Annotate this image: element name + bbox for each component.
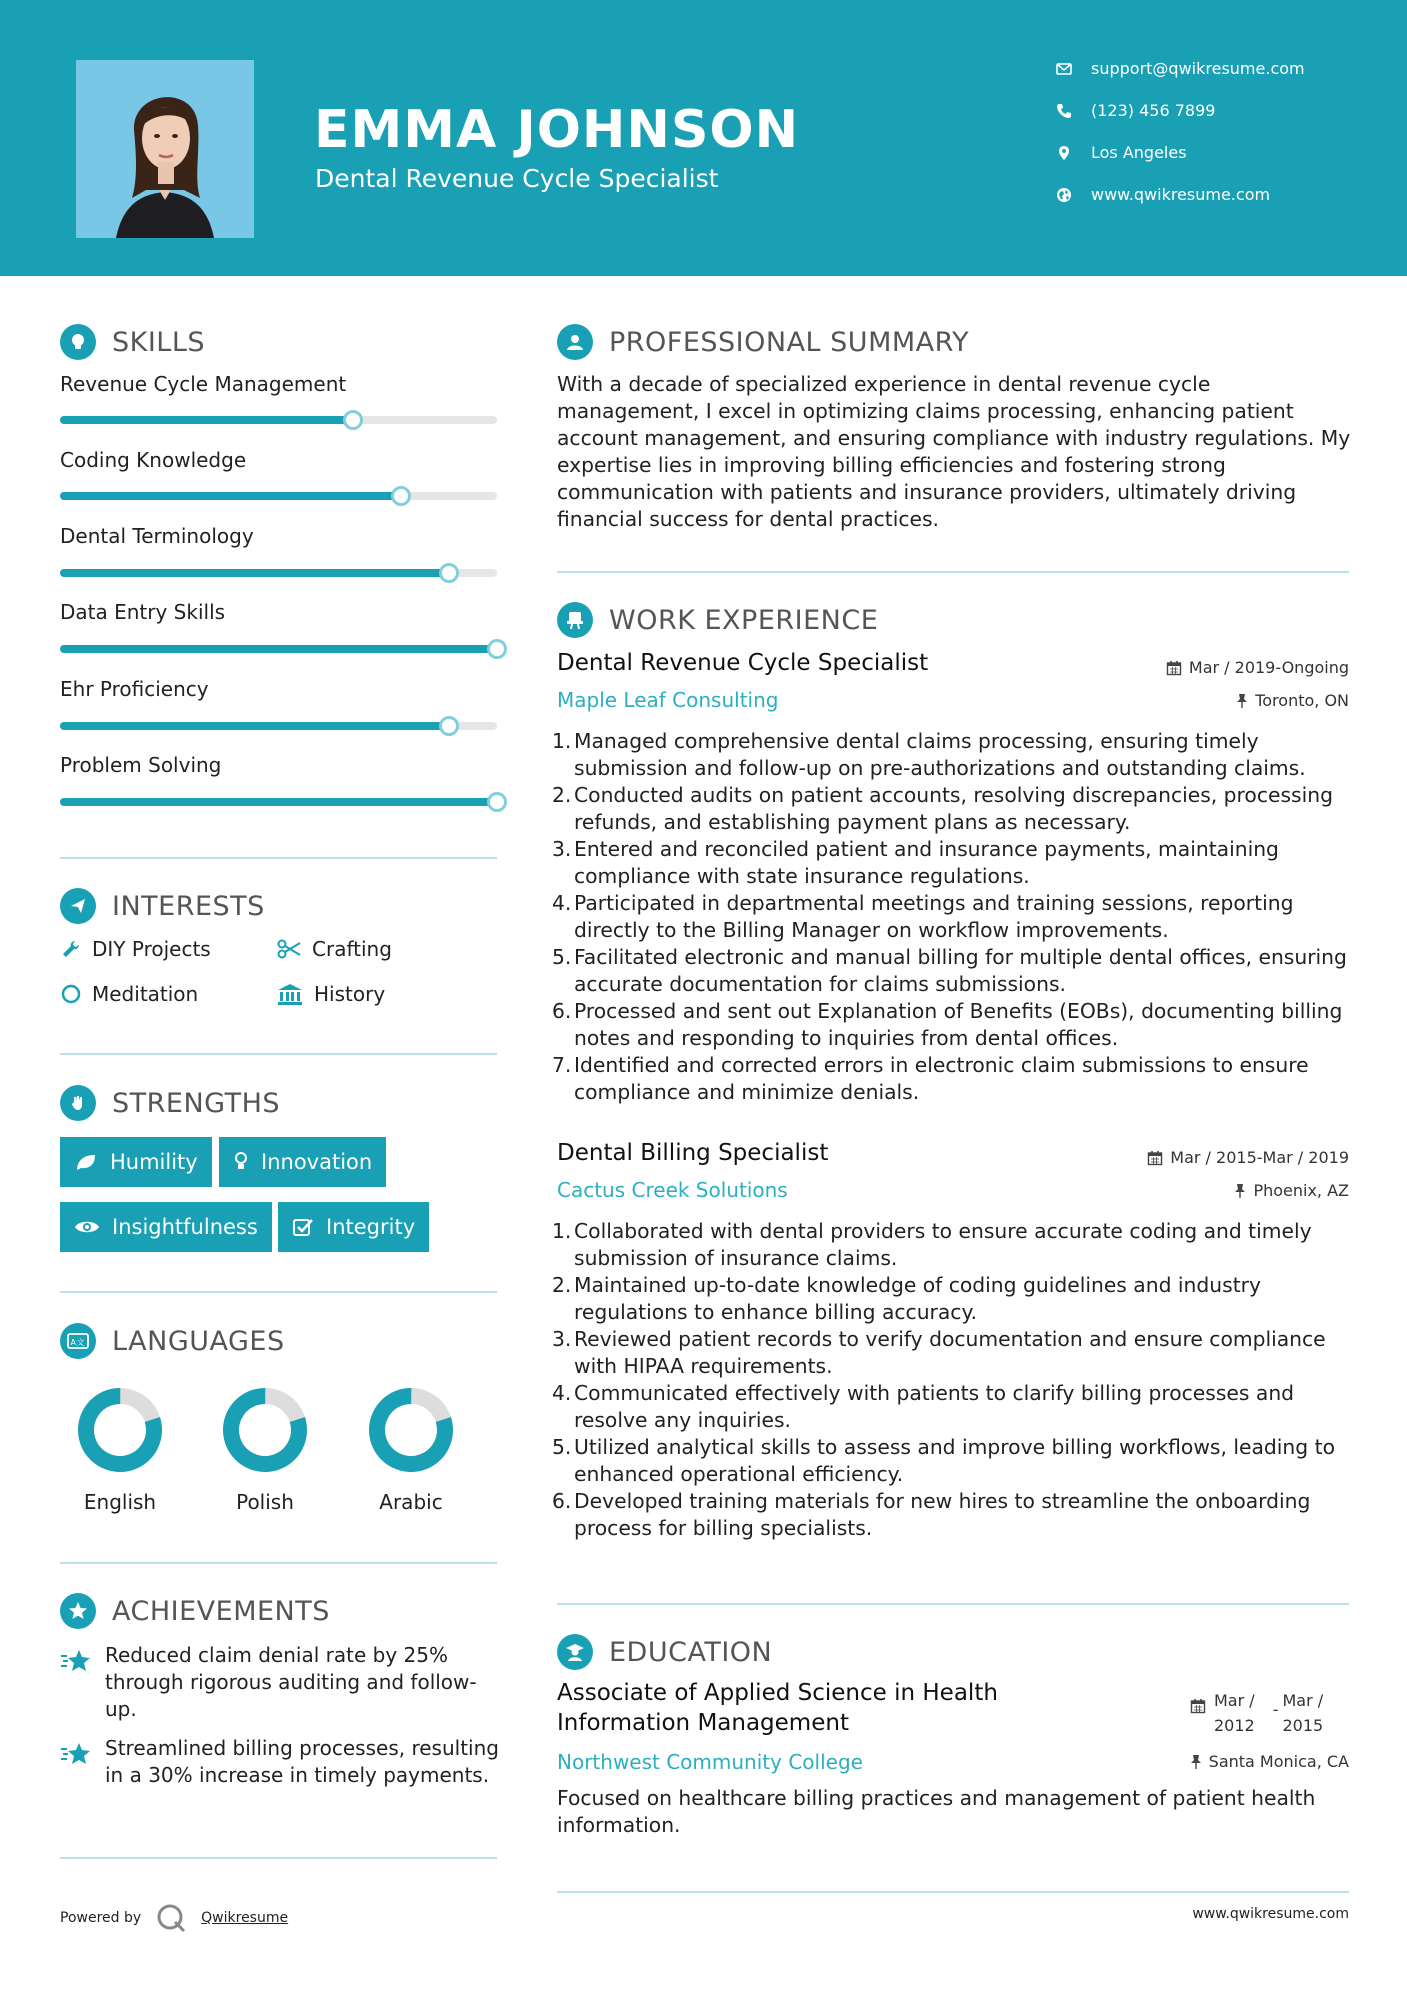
- eye-icon: [74, 1218, 100, 1236]
- contact-phone[interactable]: [1055, 101, 1215, 120]
- contact-location: [1055, 143, 1187, 162]
- interest-item: History: [276, 982, 385, 1006]
- education-heading: EDUCATION: [557, 1634, 772, 1670]
- job-dates: Mar / 2015-Mar / 2019: [1147, 1148, 1349, 1167]
- briefcase-icon: [557, 602, 593, 638]
- section-divider: [60, 1857, 497, 1859]
- job-location: Phoenix, AZ: [1234, 1181, 1349, 1200]
- contact-website-text: www.qwikresume.com: [1091, 185, 1271, 204]
- job-bullet: Collaborated with dental providers to ensure accurate coding and timely submission of insurance claims.: [574, 1219, 1312, 1270]
- profile-photo: [76, 60, 254, 238]
- skill-label: Problem Solving: [60, 753, 222, 777]
- footer-site-link[interactable]: www.qwikresume.com: [1192, 1906, 1349, 1922]
- languages-heading: A文 LANGUAGES: [60, 1323, 285, 1359]
- education-end-date: Mar / 2015: [1282, 1691, 1324, 1735]
- summary-heading: PROFESSIONAL SUMMARY: [557, 324, 969, 360]
- skill-bar-fill: [60, 798, 497, 806]
- contact-phone-text: (123) 456 7899: [1091, 101, 1216, 120]
- strengths-heading: STRENGTHS: [60, 1085, 280, 1121]
- interests-heading: INTERESTS: [60, 888, 265, 924]
- location-pin-icon: [1055, 144, 1073, 162]
- candidate-title: Dental Revenue Cycle Specialist: [315, 164, 719, 193]
- star-icon: [60, 1648, 92, 1674]
- language-item: [205, 1382, 325, 1514]
- globe-icon: [1055, 186, 1073, 204]
- education-date-separator: -: [1272, 1700, 1279, 1719]
- job-bullet: Utilized analytical skills to assess and improve billing workflows, leading to enhanced operational efficiency.: [574, 1435, 1335, 1486]
- skill-bar-knob: [439, 563, 459, 583]
- strength-chip: Insightfulness: [60, 1202, 272, 1252]
- strength-chip: Humility: [60, 1137, 212, 1187]
- contact-website[interactable]: [1055, 185, 1270, 204]
- achievement-item: [60, 1642, 500, 1723]
- degree-line-2: Information Management: [557, 1710, 849, 1736]
- leaf-icon: [74, 1152, 98, 1172]
- language-donut: [205, 1382, 325, 1478]
- experience-heading: WORK EXPERIENCE: [557, 602, 878, 638]
- user-icon: [557, 324, 593, 360]
- language-donut: [60, 1382, 180, 1478]
- interest-item: Crafting: [276, 937, 392, 961]
- job-bullet: Facilitated electronic and manual billing for multiple dental offices, ensuring accurate documentation for claims submissions.: [574, 945, 1347, 996]
- calendar-icon: [1166, 660, 1182, 676]
- language-name: Arabic: [379, 1490, 443, 1514]
- achievement-text: Reduced claim denial rate by 25% through rigorous auditing and follow-up.: [105, 1643, 477, 1721]
- paper-plane-icon: [60, 888, 96, 924]
- skill-bar-fill: [60, 492, 401, 500]
- skill-bar-knob: [391, 486, 411, 506]
- skill-label: Revenue Cycle Management: [60, 372, 347, 396]
- section-divider: [60, 1053, 497, 1055]
- education-start-date: Mar / 2012: [1214, 1691, 1255, 1735]
- header-banner: [0, 0, 1407, 276]
- skill-bar: [60, 569, 497, 577]
- phone-icon: [1055, 102, 1073, 120]
- job-bullets: [574, 728, 1364, 1106]
- section-divider: [60, 1562, 497, 1564]
- skill-label: Coding Knowledge: [60, 448, 247, 472]
- job-bullet: Entered and reconciled patient and insurance payments, maintaining compliance with state insurance regulations.: [574, 837, 1279, 888]
- skill-bar: [60, 416, 497, 424]
- section-divider: [557, 1891, 1349, 1893]
- skill-bar-fill: [60, 722, 449, 730]
- education-location: Santa Monica, CA: [1190, 1752, 1349, 1771]
- skill-bar-knob: [343, 410, 363, 430]
- hand-icon: [60, 1085, 96, 1121]
- skill-bar-fill: [60, 416, 353, 424]
- achievements-heading: ACHIEVEMENTS: [60, 1593, 330, 1629]
- wrench-icon: [60, 938, 82, 960]
- calendar-icon: [1147, 1150, 1163, 1166]
- skill-bar-knob: [487, 639, 507, 659]
- pushpin-icon: [1234, 1183, 1246, 1199]
- skill-bar: [60, 798, 497, 806]
- section-divider: [60, 1291, 497, 1293]
- job-company: Maple Leaf Consulting: [557, 688, 779, 712]
- check-square-icon: [292, 1217, 314, 1237]
- skill-bar-knob: [439, 716, 459, 736]
- skill-bar: [60, 645, 497, 653]
- language-item: [351, 1382, 471, 1514]
- job-bullet: Participated in departmental meetings and training sessions, reporting directly to the Billing Manager on workflow improvements.: [574, 891, 1294, 942]
- lightbulb-icon: [233, 1151, 249, 1173]
- pushpin-icon: [1236, 693, 1248, 709]
- section-divider: [60, 857, 497, 859]
- star-icon: [60, 1741, 92, 1767]
- strength-chip: Innovation: [219, 1137, 386, 1187]
- museum-icon: [276, 983, 304, 1005]
- job-dates: Mar / 2019-Ongoing: [1166, 658, 1349, 677]
- language-donut: [351, 1382, 471, 1478]
- email-icon: [1055, 60, 1073, 78]
- skill-label: Dental Terminology: [60, 524, 254, 548]
- job-bullet: Developed training materials for new hires to streamline the onboarding process for billing specialists.: [574, 1489, 1311, 1540]
- skill-bar-fill: [60, 645, 497, 653]
- job-title: Dental Revenue Cycle Specialist: [557, 650, 929, 676]
- calendar-icon: [1190, 1698, 1206, 1714]
- skill-bar: [60, 492, 497, 500]
- qwikresume-logo-icon: [155, 1902, 189, 1934]
- language-card-icon: [60, 1323, 96, 1359]
- section-divider: [557, 1603, 1349, 1605]
- job-location: Toronto, ON: [1236, 691, 1349, 710]
- graduate-icon: [557, 1634, 593, 1670]
- skill-bar-fill: [60, 569, 449, 577]
- education-dates: [1190, 1688, 1323, 1738]
- degree-line-1: Associate of Applied Science in Health: [557, 1680, 998, 1706]
- star-badge-icon: [60, 1593, 96, 1629]
- skills-heading: SKILLS: [60, 324, 205, 360]
- powered-by: Powered by Qwikresume: [60, 1902, 288, 1934]
- job-bullet: Managed comprehensive dental claims processing, ensuring timely submission and follow-up on pre-authorizations and outstanding claims.: [574, 729, 1306, 780]
- summary-text: With a decade of specialized experience in dental revenue cycle management, I excel in optimizing claims processing, enhancing patient account management, and ensuring compliance with industry regulations. My expertise lies in improving billing efficiencies and fostering strong communication with patients and insurance providers, ultimately driving financial success for dental practices.: [557, 372, 1351, 531]
- skill-bar-knob: [487, 792, 507, 812]
- interest-item: Meditation: [60, 982, 198, 1006]
- svg-text:A文: A文: [70, 1338, 85, 1347]
- job-bullet: Identified and corrected errors in electronic claim submissions to ensure compliance and minimize denials.: [574, 1053, 1309, 1104]
- job-bullets: [574, 1218, 1364, 1542]
- education-description: Focused on healthcare billing practices and management of patient health information.: [557, 1786, 1316, 1837]
- contact-email[interactable]: [1055, 59, 1305, 78]
- job-bullet: Processed and sent out Explanation of Benefits (EOBs), documenting billing notes and responding to inquiries from dental offices.: [574, 999, 1343, 1050]
- skill-label: Ehr Proficiency: [60, 677, 209, 701]
- job-title: Dental Billing Specialist: [557, 1140, 829, 1166]
- achievement-text: Streamlined billing processes, resulting in a 30% increase in timely payments.: [105, 1736, 499, 1787]
- qwikresume-link[interactable]: Qwikresume: [201, 1910, 289, 1926]
- skill-bar: [60, 722, 497, 730]
- language-item: [60, 1382, 180, 1514]
- scissors-icon: [276, 938, 302, 960]
- education-school: Northwest Community College: [557, 1750, 863, 1774]
- contact-location-text: Los Angeles: [1091, 143, 1187, 162]
- language-name: Polish: [236, 1490, 294, 1514]
- skill-label: Data Entry Skills: [60, 600, 226, 624]
- job-bullet: Conducted audits on patient accounts, resolving discrepancies, processing refunds, and establishing payment plans as necessary.: [574, 783, 1333, 834]
- job-bullet: Maintained up-to-date knowledge of coding guidelines and industry regulations to enhance billing accuracy.: [574, 1273, 1261, 1324]
- contact-email-text: support@qwikresume.com: [1091, 59, 1305, 78]
- achievement-item: [60, 1735, 500, 1789]
- section-divider: [557, 571, 1349, 573]
- pushpin-icon: [1190, 1754, 1202, 1770]
- candidate-name: EMMA JOHNSON: [314, 100, 800, 160]
- lightbulb-icon: [60, 324, 96, 360]
- language-name: English: [83, 1490, 157, 1514]
- strength-chip: Integrity: [278, 1202, 429, 1252]
- job-bullet: Communicated effectively with patients to clarify billing processes and resolve any inquiries.: [574, 1381, 1295, 1432]
- circle-icon: [60, 983, 82, 1005]
- job-bullet: Reviewed patient records to verify documentation and ensure compliance with HIPAA requirements.: [574, 1327, 1326, 1378]
- job-company: Cactus Creek Solutions: [557, 1178, 788, 1202]
- interest-item: DIY Projects: [60, 937, 211, 961]
